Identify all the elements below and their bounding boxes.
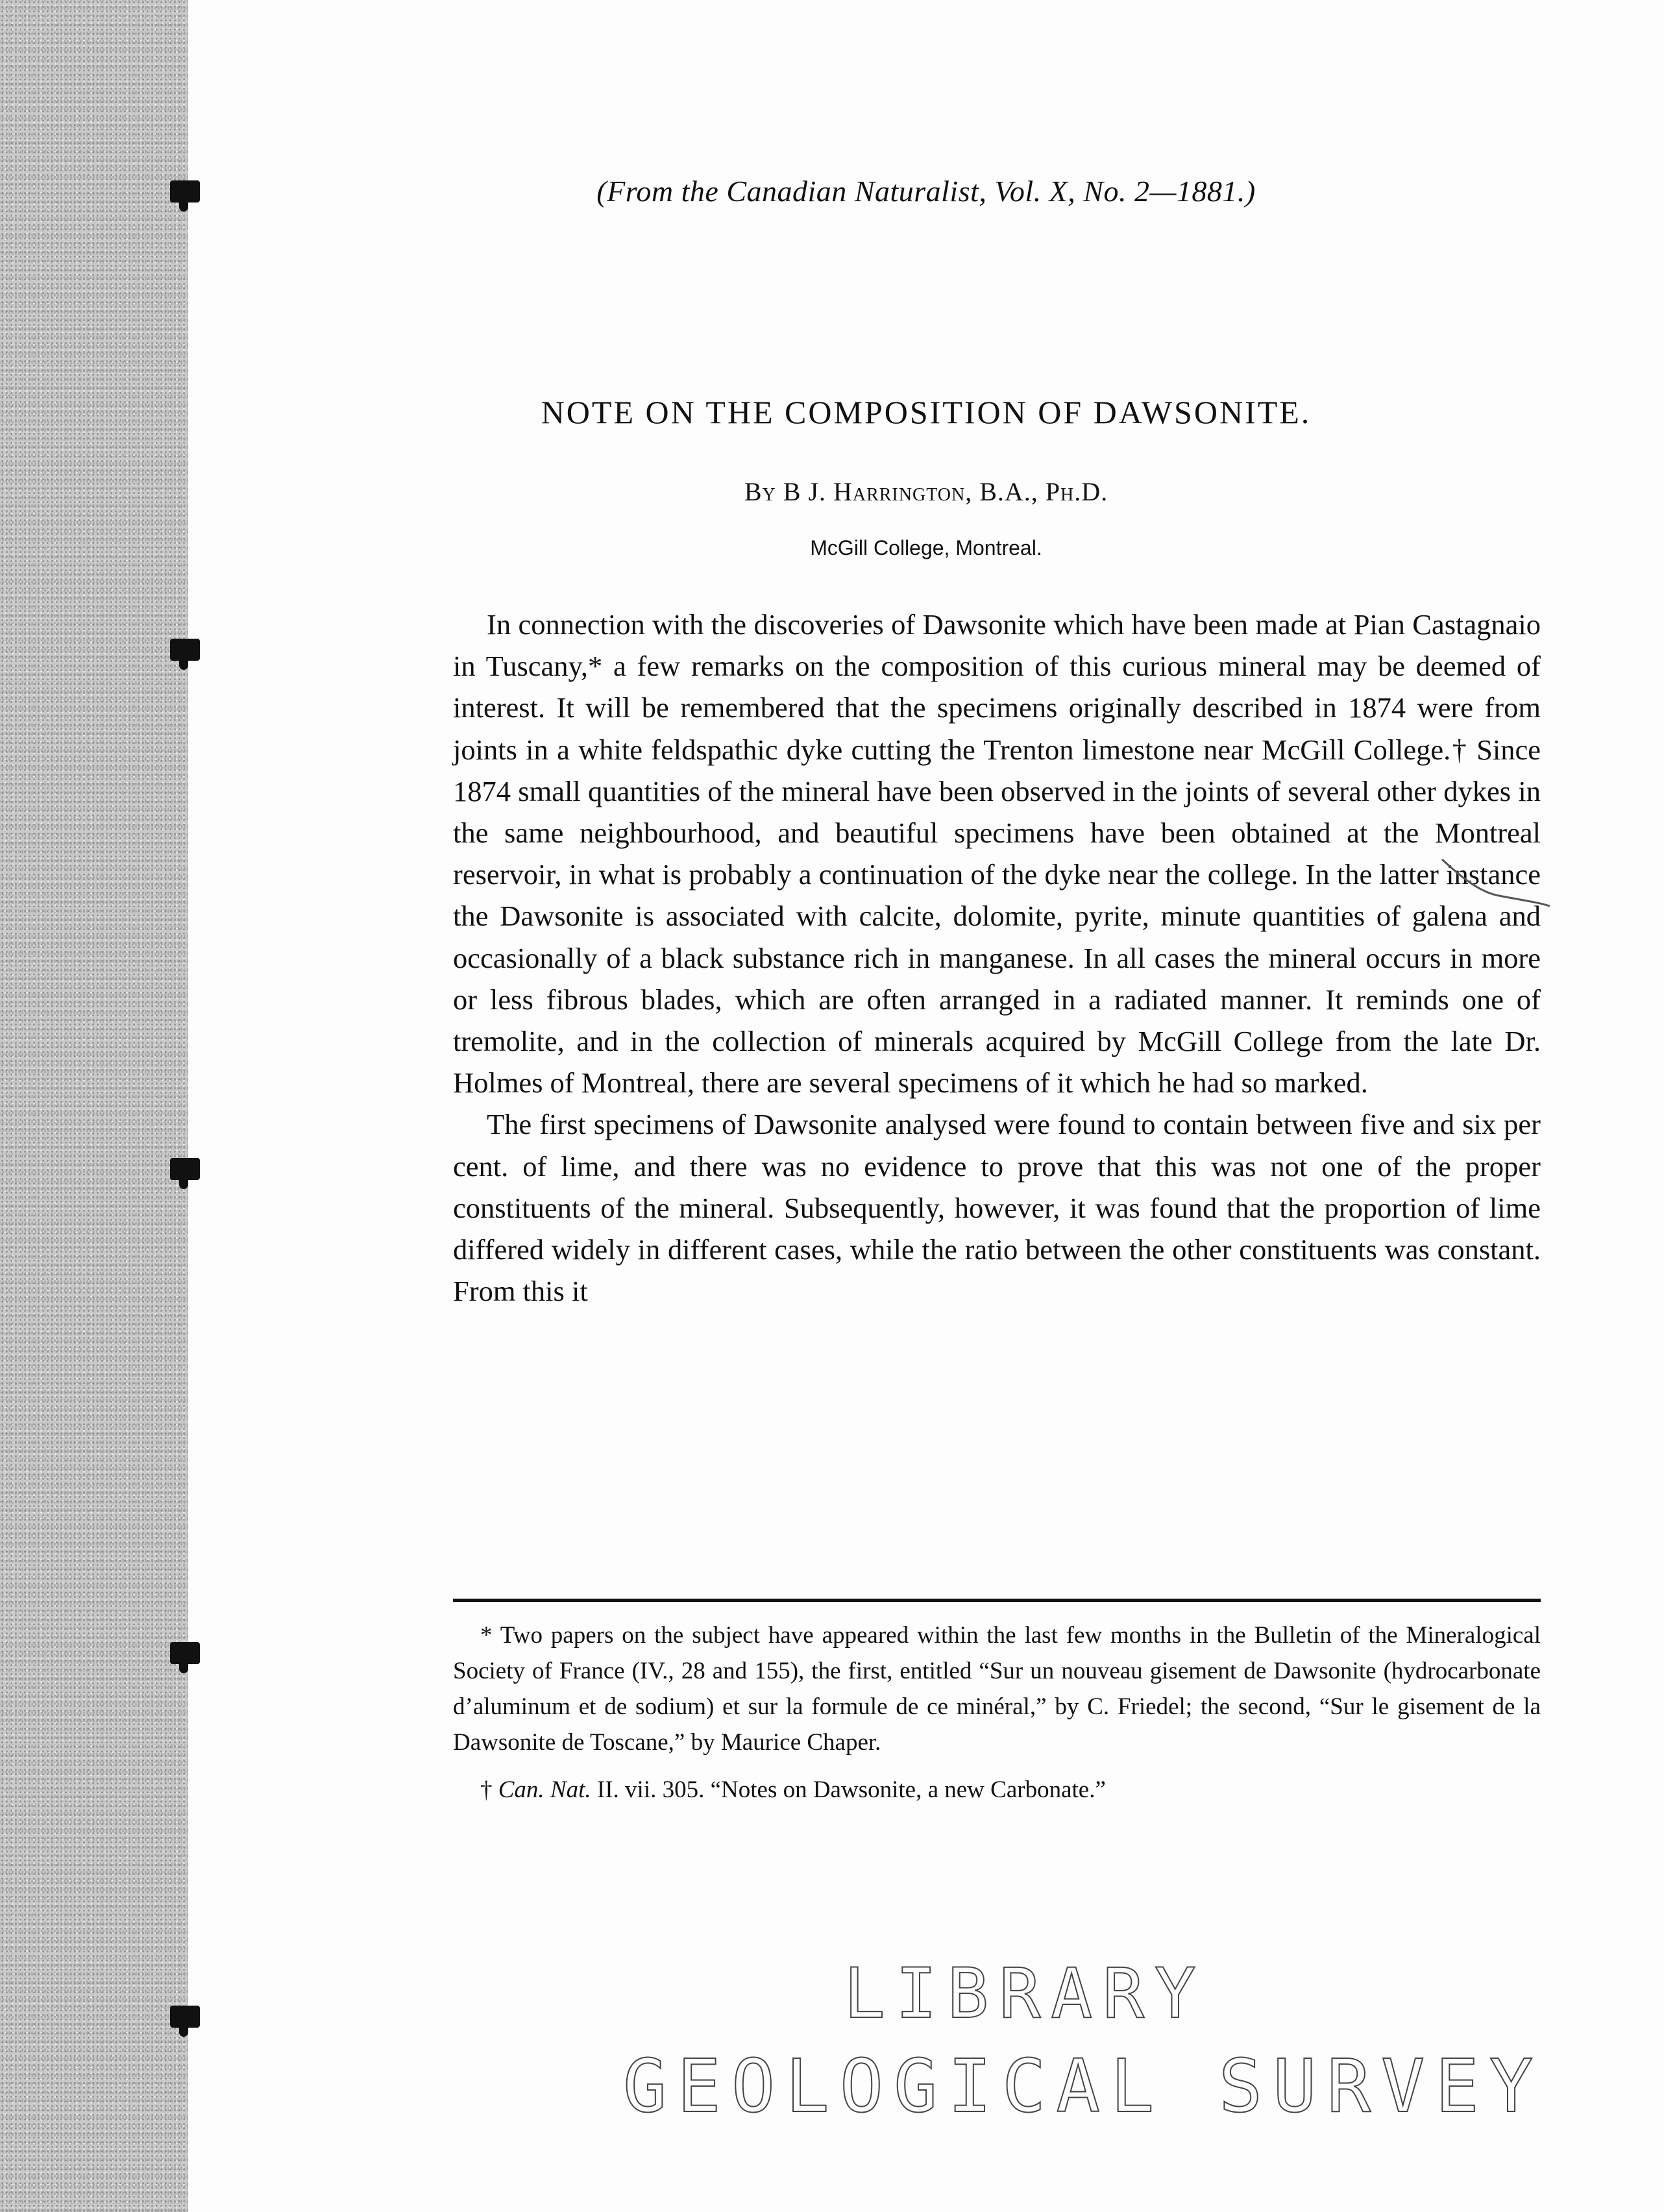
article-title: NOTE ON THE COMPOSITION OF DAWSONITE.	[541, 394, 1312, 430]
binding-stitch	[170, 639, 200, 661]
footnotes	[453, 1617, 1541, 1808]
binding-stitch	[170, 1642, 200, 1664]
binding-gutter	[0, 0, 188, 2212]
binding-stitch	[170, 2006, 200, 2028]
pencil-mark	[1441, 857, 1551, 909]
footnote-rule	[453, 1599, 1541, 1602]
source-citation: (From the Canadian Naturalist, Vol. X, No. 2—1881.)	[596, 175, 1256, 208]
library-stamp-line1: LIBRARY	[844, 1954, 1206, 2034]
body-paragraph: In connection with the discoveries of Dawsonite which have been made at Pian Castagnaio in Tuscany,* a few remarks on the composition of this curious mineral may be deemed of interest. It will be remembered that the specimens originally described in 1874 were from joints in a white feldspathic dyke cutting the Trenton limestone near McGill College.† Since 1874 small quantities of the mineral have been observed in the joints of several other dykes in the same neighbourhood, and beautiful specimens have been obtained at the Montreal reservoir, in what is probably a continuation of the dyke near the college. In the latter instance the Dawsonite is associated with calcite, dolomite, pyrite, minute quantities of galena and occasionally of a black substance rich in manganese. In all cases the mineral occurs in more or less fibrous blades, which are often arranged in a radiated manner. It reminds one of tremolite, and in the collection of minerals acquired by McGill College from the late Dr. Holmes of Montreal, there are several specimens of it which he had so marked.	[453, 608, 1541, 1100]
footnote-2-text: II. vii. 305. “Notes on Dawsonite, a new Carbonate.”	[591, 1776, 1106, 1803]
article-author: By B J. Harrington, B.A., Ph.D.	[744, 477, 1108, 506]
article-body	[453, 604, 1541, 1312]
library-stamp-line2: GEOLOGICAL SURVEY	[623, 2045, 1544, 2129]
binding-stitch	[170, 180, 200, 203]
footnote-2	[453, 1772, 1541, 1808]
footnote-1: * Two papers on the subject have appeared within the last few months in the Bulletin of the Mineralogical Society of France (IV., 28 and 155), the first, entitled “Sur un nouveau gisement de Dawsonite (hydrocarbonate d’aluminum et de sodium) et sur la formule de ce minéral,” by C. Friedel; the second, “Sur le gisement de la Dawsonite de Toscane,” by Maurice Chaper.	[453, 1622, 1541, 1756]
author-affiliation: McGill College, Montreal.	[810, 536, 1042, 559]
footnote-2-mark: †	[480, 1776, 498, 1803]
binding-stitch	[170, 1158, 200, 1180]
footnote-2-journal: Can. Nat.	[498, 1776, 591, 1803]
document-page	[188, 0, 1664, 2212]
body-paragraph: The first specimens of Dawsonite analysed were found to contain between five and six per cent. of lime, and there was no evidence to prove that this was not one of the proper constituents of the mineral. Subsequently, however, it was found that the proportion of lime differed widely in different cases, while the ratio between the other constituents was constant. From this it	[453, 1108, 1541, 1308]
